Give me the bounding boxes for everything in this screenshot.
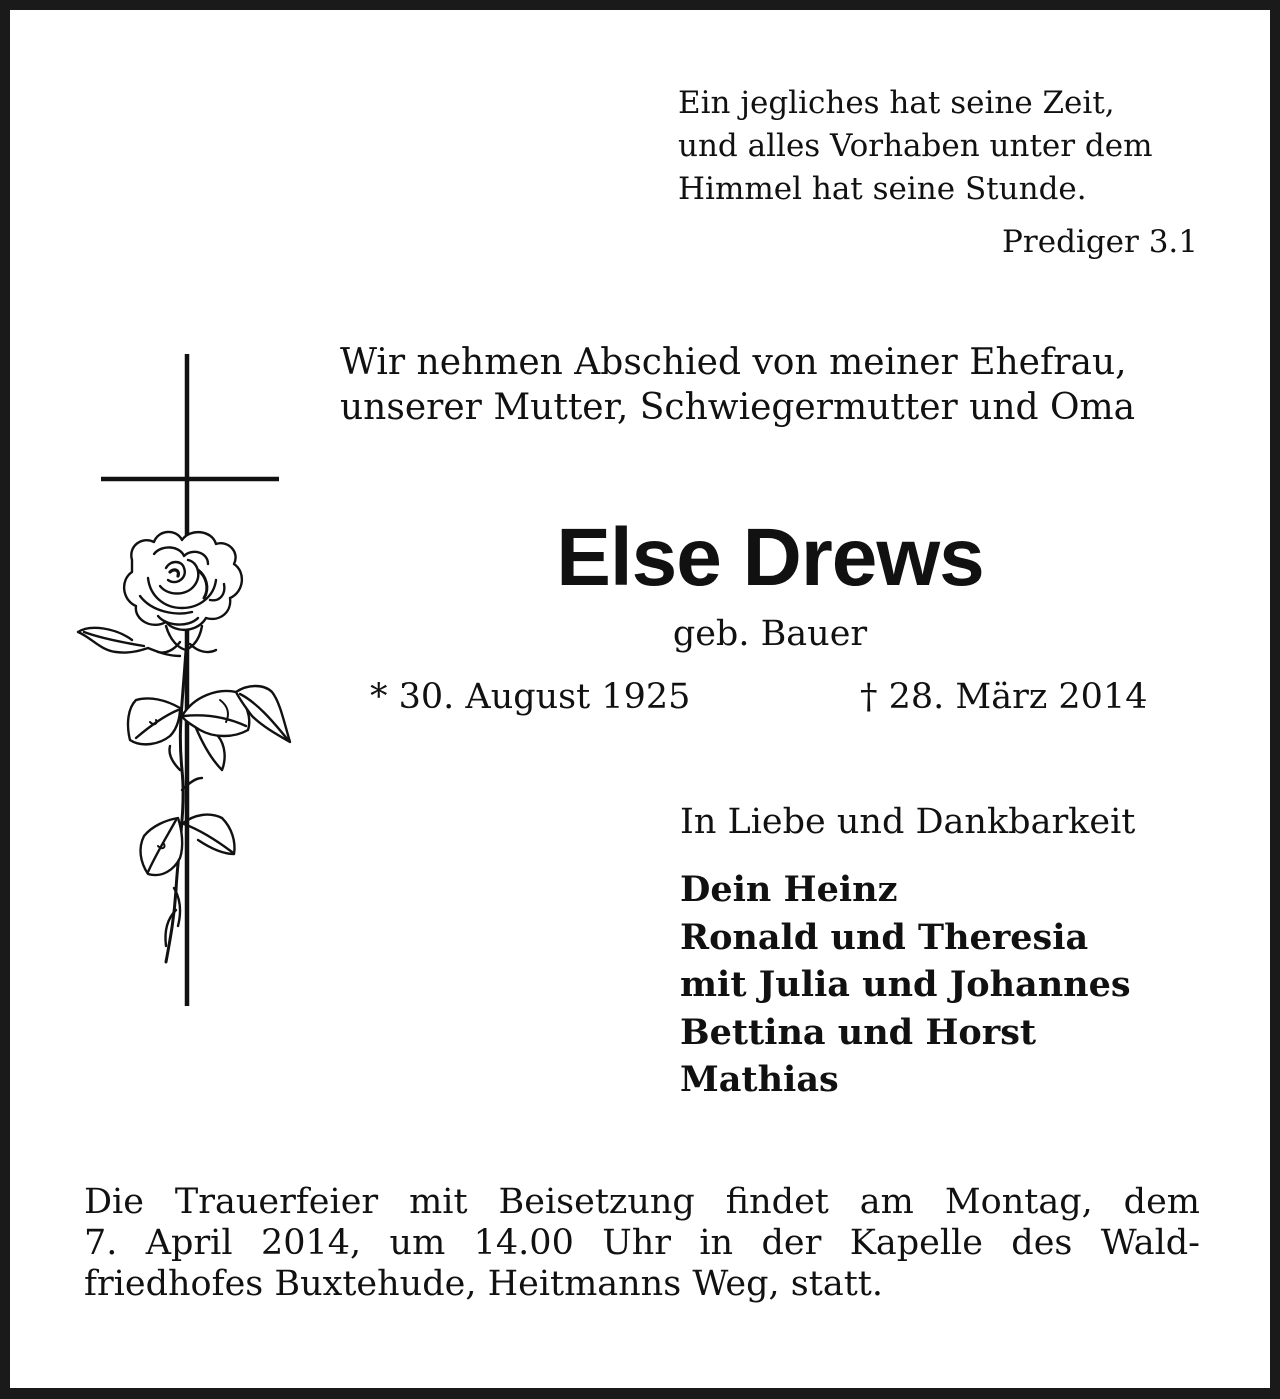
cross-with-rose-icon [70, 350, 300, 1010]
intro-line: Wir nehmen Abschied von meiner Ehefrau, [340, 342, 1127, 383]
service-line: friedhofes Buxtehude, Heitmanns Weg, statt. [84, 1264, 883, 1304]
verse-line: Ein jegliches hat seine Zeit, [678, 85, 1115, 121]
service-line: 7. April 2014, um 14.00 Uhr in der Kapelle des Wald- [84, 1223, 1200, 1263]
bible-verse [678, 82, 1208, 211]
dedication: In Liebe und Dankbarkeit [680, 802, 1136, 842]
mourner-name: Dein Heinz [680, 869, 898, 910]
birth-date: * 30. August 1925 [370, 677, 691, 717]
verse-source: Prediger 3.1 [1002, 224, 1198, 260]
deceased-name: Else Drews [556, 512, 984, 603]
mourner-name: Ronald und Theresia [680, 916, 1089, 958]
mourner-name: Bettina und Horst [680, 1011, 1037, 1053]
verse-line: Himmel hat seine Stunde. [678, 171, 1087, 207]
verse-line: und alles Vorhaben unter dem [678, 128, 1153, 164]
mourner-name: mit Julia und Johannes [680, 964, 1131, 1005]
service-line: Die Trauerfeier mit Beisetzung findet am Montag, dem [84, 1182, 1200, 1222]
mourner-name: Mathias [680, 1059, 839, 1100]
maiden-name: geb. Bauer [672, 614, 868, 654]
farewell-intro [340, 340, 1220, 430]
intro-line: unserer Mutter, Schwiegermutter und Oma [340, 387, 1136, 428]
mourners-list [680, 866, 1131, 1104]
funeral-service-info [84, 1182, 1200, 1305]
death-date: † 28. März 2014 [860, 677, 1148, 717]
